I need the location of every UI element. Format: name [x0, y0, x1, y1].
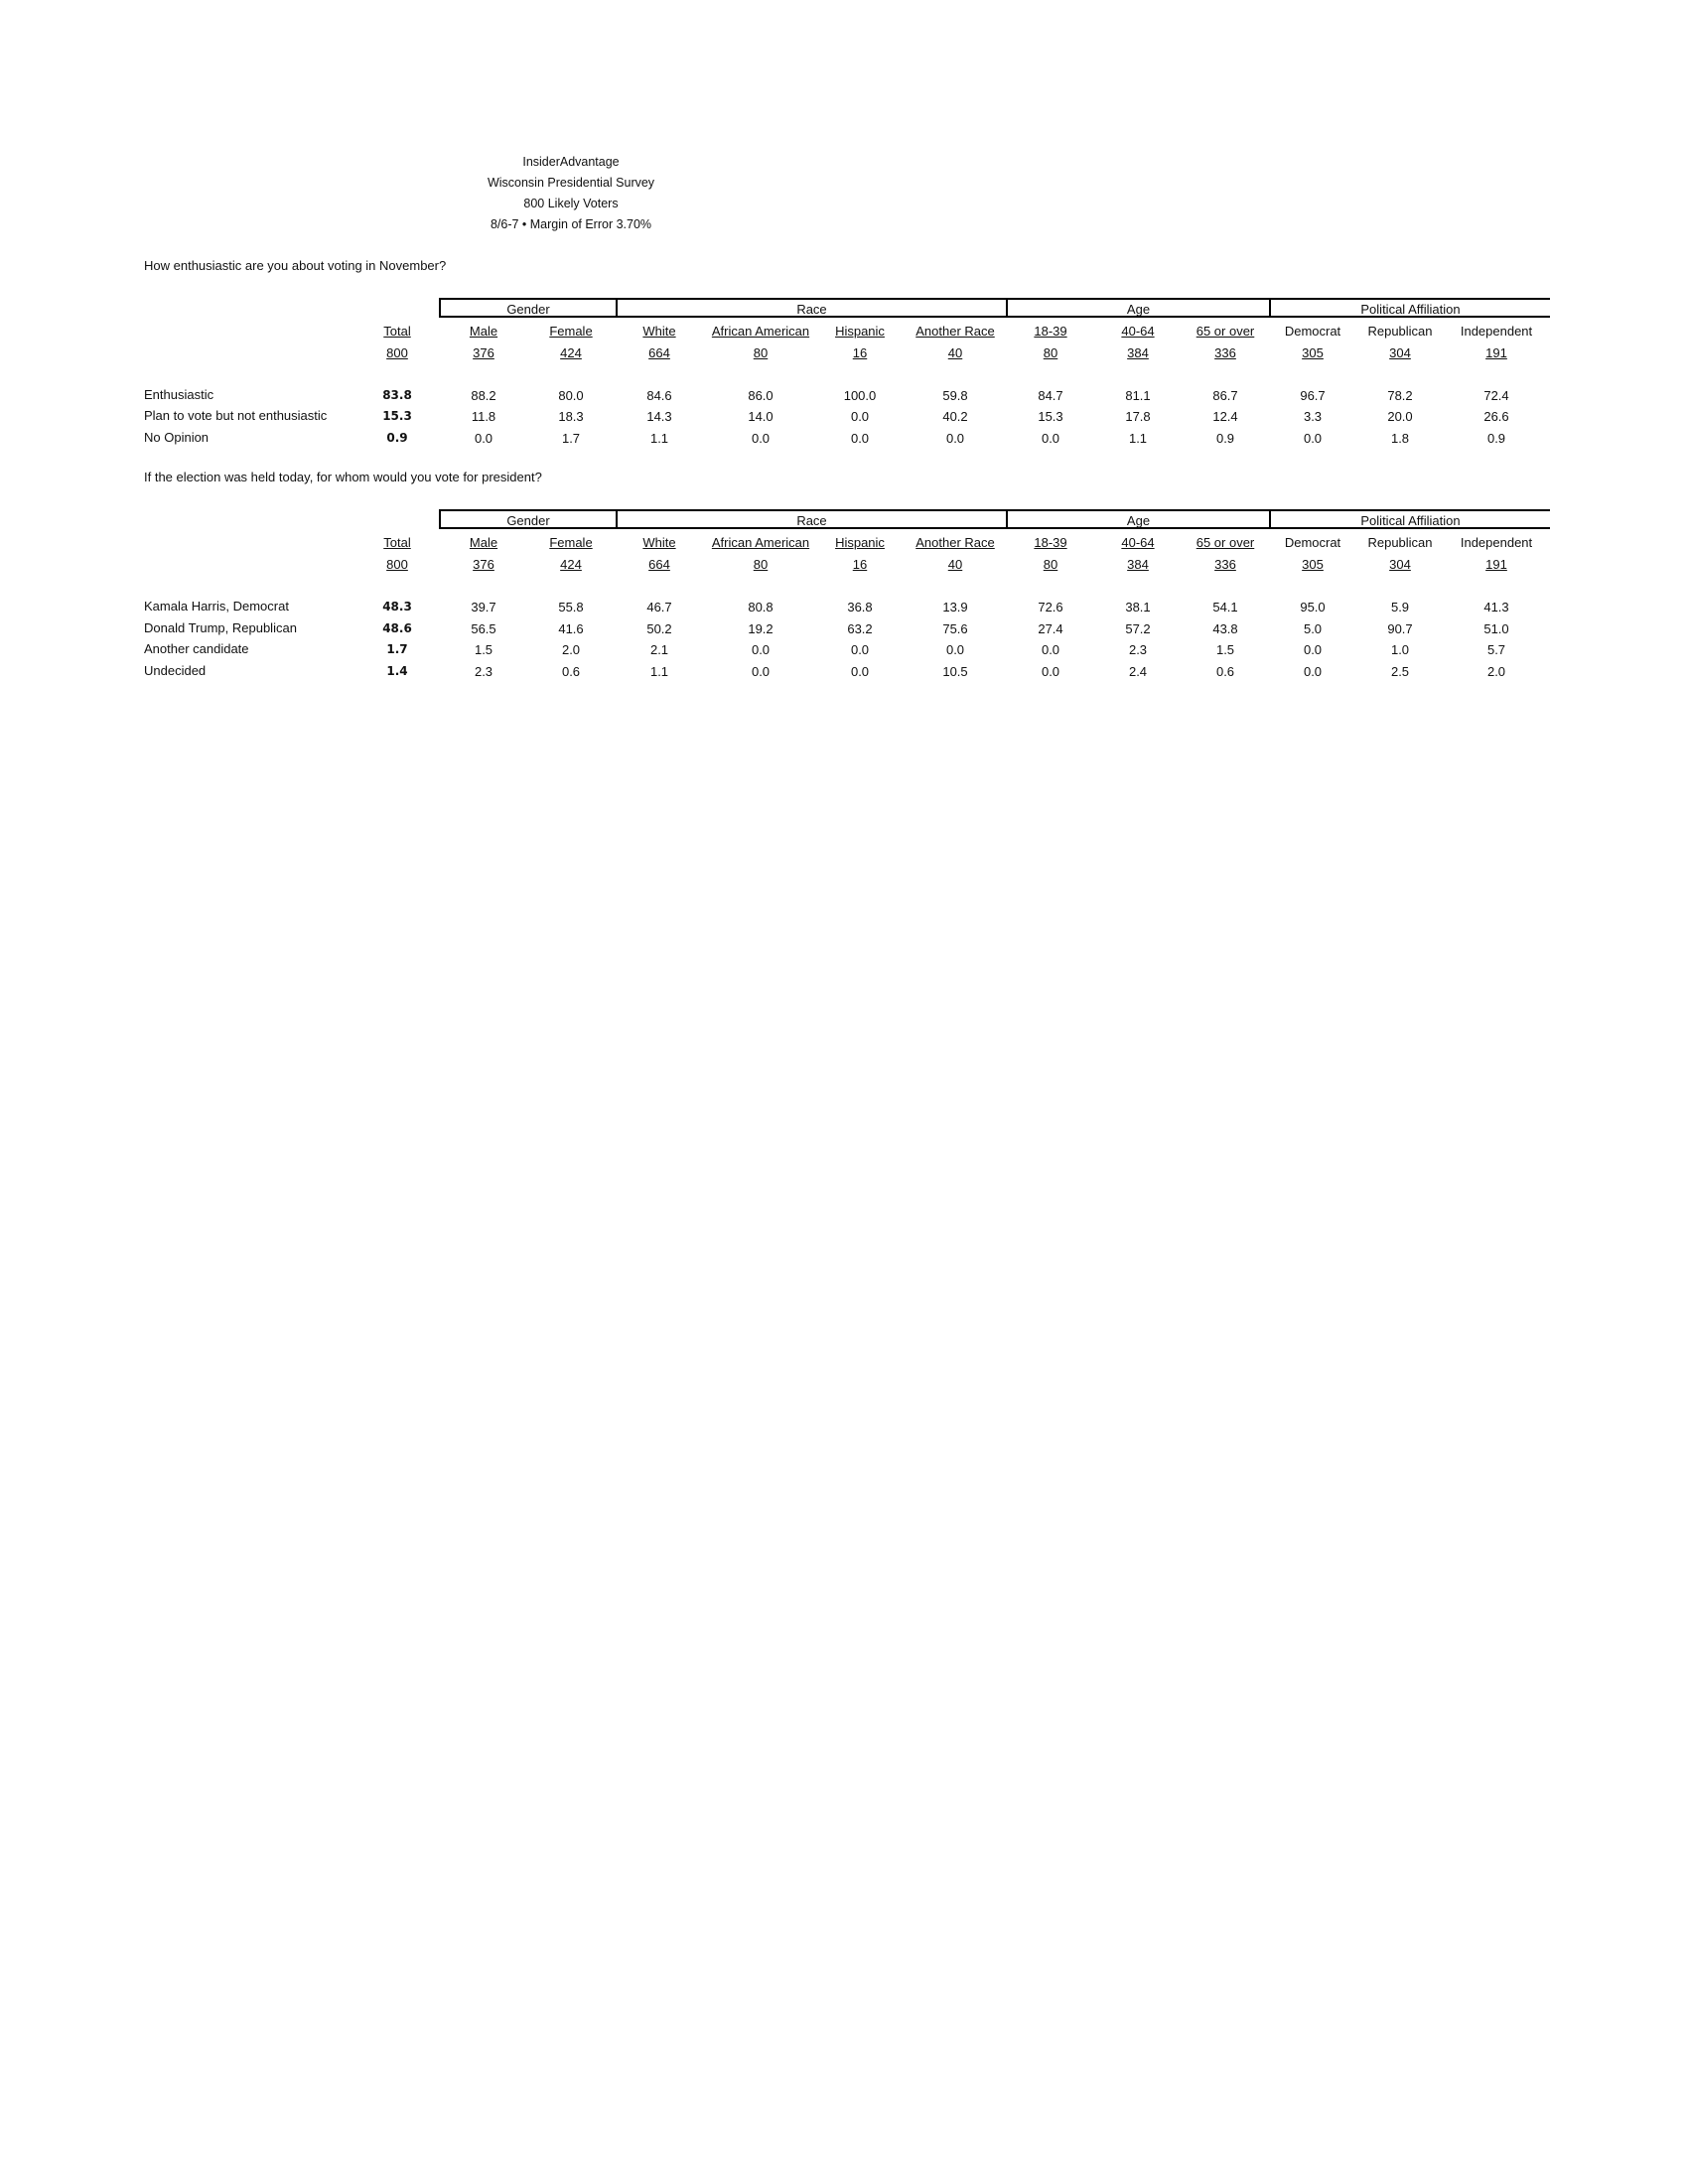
column-header: African American — [711, 324, 810, 339]
table-cell: 57.2 — [1125, 621, 1151, 636]
table-cell: 3.3 — [1303, 409, 1323, 424]
column-header: Female — [549, 535, 593, 550]
table-cell: 0.0 — [1303, 664, 1323, 679]
row-label: Donald Trump, Republican — [144, 620, 297, 635]
table-cell: 86.0 — [748, 388, 774, 403]
table-cell: 1.1 — [649, 664, 669, 679]
table-cell: 27.4 — [1038, 621, 1063, 636]
table-cell: 80.0 — [558, 388, 584, 403]
column-sample-size: 305 — [1302, 345, 1324, 360]
total-value: 15.3 — [382, 409, 412, 423]
table-cell: 88.2 — [471, 388, 496, 403]
group-header-race: Race — [616, 509, 1006, 529]
table-cell: 1.5 — [474, 642, 493, 657]
column-sample-size: 80 — [753, 557, 769, 572]
survey-title: Wisconsin Presidential Survey — [487, 176, 655, 190]
row-label: No Opinion — [144, 430, 210, 445]
table-cell: 56.5 — [471, 621, 496, 636]
column-sample-size: 384 — [1127, 557, 1149, 572]
table-cell: 0.0 — [751, 431, 771, 446]
table-cell: 51.0 — [1483, 621, 1509, 636]
table-cell: 95.0 — [1300, 600, 1326, 614]
column-sample-size: 384 — [1127, 345, 1149, 360]
column-sample-size: 304 — [1389, 345, 1411, 360]
column-sample-size: 80 — [1043, 557, 1058, 572]
question-enthusiasm: How enthusiastic are you about voting in November? — [144, 258, 447, 273]
column-header: Total — [383, 535, 411, 550]
table-cell: 84.6 — [646, 388, 672, 403]
table-cell: 0.0 — [850, 664, 870, 679]
column-header: 65 or over — [1196, 535, 1255, 550]
column-sample-size: 800 — [386, 557, 408, 572]
table-cell: 2.4 — [1128, 664, 1148, 679]
table-cell: 1.7 — [561, 431, 581, 446]
row-label: Kamala Harris, Democrat — [144, 599, 289, 614]
table-cell: 2.0 — [1486, 664, 1506, 679]
table-cell: 0.0 — [850, 642, 870, 657]
table-cell: 75.6 — [942, 621, 968, 636]
table-cell: 14.0 — [748, 409, 774, 424]
survey-header — [472, 152, 670, 235]
group-header-political: Political Affiliation — [1269, 298, 1550, 318]
table-cell: 100.0 — [843, 388, 877, 403]
table-cell: 2.3 — [1128, 642, 1148, 657]
group-header-race: Race — [616, 298, 1006, 318]
column-header: Independent — [1460, 324, 1533, 339]
table-cell: 78.2 — [1387, 388, 1413, 403]
table-cell: 38.1 — [1125, 600, 1151, 614]
group-header-gender: Gender — [439, 509, 616, 529]
table-cell: 13.9 — [942, 600, 968, 614]
row-label: Plan to vote but not enthusiastic — [144, 408, 328, 423]
group-header-age: Age — [1006, 298, 1269, 318]
table-cell: 10.5 — [942, 664, 968, 679]
column-sample-size: 191 — [1485, 557, 1507, 572]
question-vote: If the election was held today, for whom would you vote for president? — [144, 470, 542, 484]
column-header: Republican — [1367, 535, 1433, 550]
table-cell: 36.8 — [847, 600, 873, 614]
column-sample-size: 376 — [473, 345, 494, 360]
column-sample-size: 424 — [560, 345, 582, 360]
table-cell: 0.0 — [850, 409, 870, 424]
table-cell: 0.9 — [1486, 431, 1506, 446]
column-header: Democrat — [1284, 324, 1341, 339]
column-sample-size: 336 — [1214, 557, 1236, 572]
table-cell: 43.8 — [1212, 621, 1238, 636]
table-cell: 0.0 — [474, 431, 493, 446]
table-cell: 39.7 — [471, 600, 496, 614]
pollster-name: InsiderAdvantage — [522, 155, 620, 169]
table-cell: 14.3 — [646, 409, 672, 424]
column-sample-size: 40 — [947, 345, 963, 360]
table-cell: 81.1 — [1125, 388, 1151, 403]
table-cell: 0.6 — [1215, 664, 1235, 679]
column-sample-size: 424 — [560, 557, 582, 572]
table-cell: 0.0 — [1041, 664, 1060, 679]
column-header: Democrat — [1284, 535, 1341, 550]
column-header: Female — [549, 324, 593, 339]
table-cell: 80.8 — [748, 600, 774, 614]
table-cell: 0.0 — [850, 431, 870, 446]
table-cell: 12.4 — [1212, 409, 1238, 424]
table-cell: 15.3 — [1038, 409, 1063, 424]
table-cell: 5.9 — [1390, 600, 1410, 614]
column-sample-size: 305 — [1302, 557, 1324, 572]
table-cell: 0.0 — [751, 664, 771, 679]
table-cell: 5.0 — [1303, 621, 1323, 636]
row-label: Enthusiastic — [144, 387, 214, 402]
table-cell: 2.0 — [561, 642, 581, 657]
total-value: 48.6 — [382, 621, 412, 635]
table-cell: 2.1 — [649, 642, 669, 657]
column-header: Independent — [1460, 535, 1533, 550]
column-header: 40-64 — [1121, 535, 1155, 550]
column-sample-size: 304 — [1389, 557, 1411, 572]
total-value: 48.3 — [382, 600, 412, 614]
column-sample-size: 80 — [753, 345, 769, 360]
column-header: White — [642, 535, 676, 550]
row-label: Another candidate — [144, 641, 249, 656]
total-value: 0.9 — [386, 431, 408, 445]
column-header: 65 or over — [1196, 324, 1255, 339]
table-cell: 72.4 — [1483, 388, 1509, 403]
table-cell: 59.8 — [942, 388, 968, 403]
table-cell: 90.7 — [1387, 621, 1413, 636]
table-cell: 0.0 — [1303, 431, 1323, 446]
table-cell: 54.1 — [1212, 600, 1238, 614]
total-value: 1.4 — [386, 664, 408, 678]
table-cell: 46.7 — [646, 600, 672, 614]
table-cell: 41.6 — [558, 621, 584, 636]
table-cell: 40.2 — [942, 409, 968, 424]
column-header: Another Race — [915, 535, 995, 550]
column-header: 18-39 — [1034, 535, 1067, 550]
column-sample-size: 376 — [473, 557, 494, 572]
table-cell: 18.3 — [558, 409, 584, 424]
total-value: 1.7 — [386, 642, 408, 656]
table-cell: 50.2 — [646, 621, 672, 636]
table-cell: 63.2 — [847, 621, 873, 636]
group-header-political: Political Affiliation — [1269, 509, 1550, 529]
table-cell: 1.1 — [649, 431, 669, 446]
table-cell: 1.1 — [1128, 431, 1148, 446]
column-sample-size: 664 — [648, 345, 670, 360]
column-sample-size: 664 — [648, 557, 670, 572]
table-cell: 0.0 — [945, 431, 965, 446]
column-sample-size: 80 — [1043, 345, 1058, 360]
column-header: Male — [469, 535, 498, 550]
table-cell: 2.5 — [1390, 664, 1410, 679]
column-header: Hispanic — [835, 535, 885, 550]
column-header: African American — [711, 535, 810, 550]
table-cell: 0.0 — [1041, 431, 1060, 446]
table-cell: 26.6 — [1483, 409, 1509, 424]
column-sample-size: 16 — [852, 557, 868, 572]
table-cell: 11.8 — [471, 409, 496, 424]
column-sample-size: 336 — [1214, 345, 1236, 360]
table-cell: 1.0 — [1390, 642, 1410, 657]
table-cell: 20.0 — [1387, 409, 1413, 424]
column-header: Republican — [1367, 324, 1433, 339]
table-cell: 19.2 — [748, 621, 774, 636]
column-header: Another Race — [915, 324, 995, 339]
column-sample-size: 191 — [1485, 345, 1507, 360]
table-cell: 0.9 — [1215, 431, 1235, 446]
table-cell: 86.7 — [1212, 388, 1238, 403]
table-cell: 84.7 — [1038, 388, 1063, 403]
total-value: 83.8 — [382, 388, 412, 402]
column-header: Hispanic — [835, 324, 885, 339]
table-cell: 5.7 — [1486, 642, 1506, 657]
column-header: White — [642, 324, 676, 339]
table-cell: 41.3 — [1483, 600, 1509, 614]
column-sample-size: 800 — [386, 345, 408, 360]
table-cell: 17.8 — [1125, 409, 1151, 424]
table-cell: 0.0 — [945, 642, 965, 657]
column-sample-size: 16 — [852, 345, 868, 360]
table-cell: 0.6 — [561, 664, 581, 679]
table-cell: 72.6 — [1038, 600, 1063, 614]
group-header-age: Age — [1006, 509, 1269, 529]
table-cell: 0.0 — [1303, 642, 1323, 657]
table-cell: 55.8 — [558, 600, 584, 614]
column-header: 18-39 — [1034, 324, 1067, 339]
date-margin: 8/6-7 • Margin of Error 3.70% — [490, 217, 652, 231]
table-cell: 0.0 — [1041, 642, 1060, 657]
table-cell: 96.7 — [1300, 388, 1326, 403]
row-label: Undecided — [144, 663, 207, 678]
column-header: 40-64 — [1121, 324, 1155, 339]
column-sample-size: 40 — [947, 557, 963, 572]
table-cell: 0.0 — [751, 642, 771, 657]
table-cell: 1.5 — [1215, 642, 1235, 657]
sample-size: 800 Likely Voters — [523, 197, 619, 210]
group-header-gender: Gender — [439, 298, 616, 318]
column-header: Total — [383, 324, 411, 339]
table-cell: 1.8 — [1390, 431, 1410, 446]
table-cell: 2.3 — [474, 664, 493, 679]
column-header: Male — [469, 324, 498, 339]
